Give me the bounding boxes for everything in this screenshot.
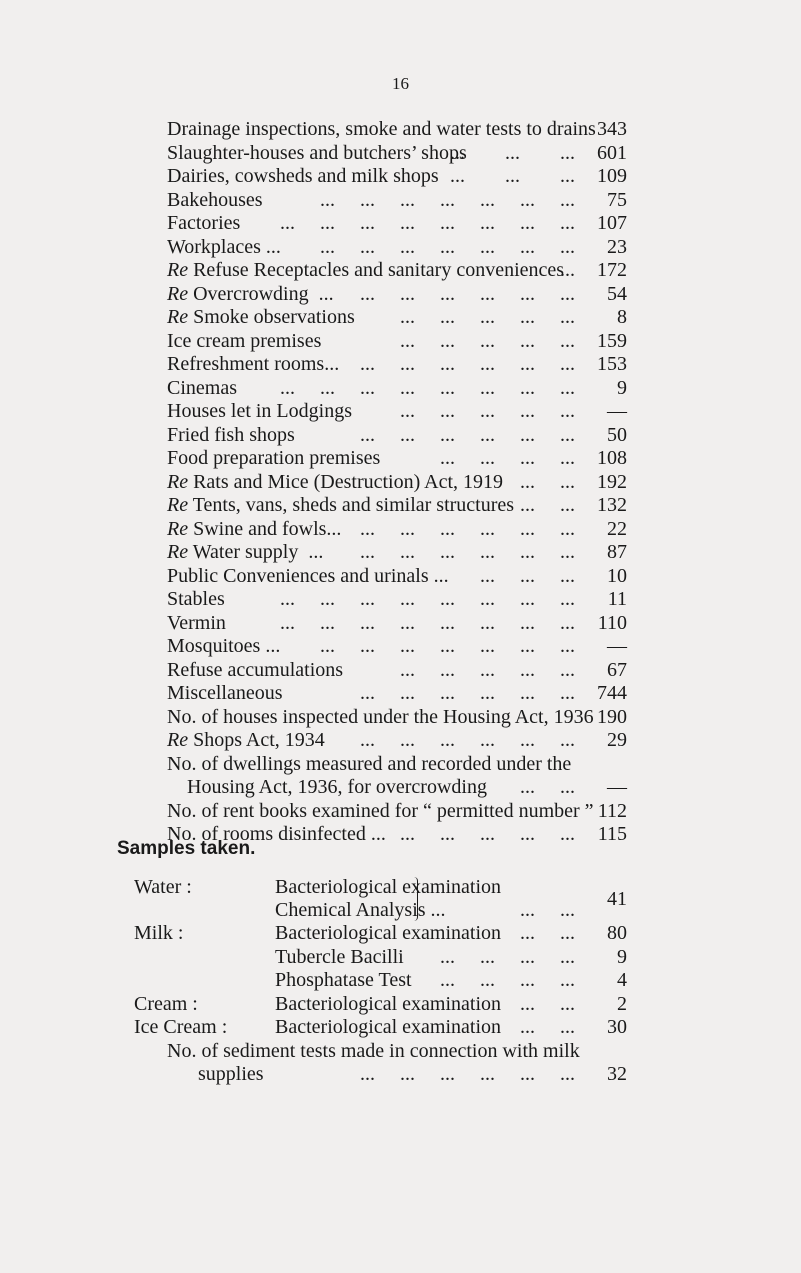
inspection-label: Refuse accumulations — [167, 658, 344, 681]
inspection-value: 192 — [597, 470, 627, 493]
leader-dots: ... ... — [520, 922, 575, 944]
inspection-value: 50 — [607, 423, 627, 446]
sample-category: Cream : — [134, 993, 198, 1015]
leader-dots: ... ... ... ... — [440, 447, 575, 469]
inspection-row — [167, 517, 627, 541]
sample-label: Bacteriological examination — [275, 876, 502, 898]
inspection-prefix: Re — [167, 306, 189, 328]
inspection-row — [167, 164, 627, 188]
inspection-label: Re Swine and fowls... — [167, 517, 342, 540]
inspection-row — [167, 141, 627, 165]
inspection-value: 601 — [597, 141, 627, 164]
leader-dots: ... ... ... ... ... ... ... — [320, 235, 575, 258]
inspection-row — [167, 587, 627, 611]
inspection-value: 67 — [607, 658, 627, 681]
sample-row — [117, 1039, 627, 1063]
leader-dots: ... ... ... ... ... ... — [360, 353, 575, 375]
leader-dots: ... ... ... ... ... — [400, 329, 575, 352]
inspection-value: 115 — [597, 823, 627, 845]
inspection-label: Workplaces ... — [167, 235, 281, 258]
inspection-row — [167, 423, 627, 447]
inspection-label: Drainage inspections, smoke and water tests to drains — [167, 118, 596, 140]
inspection-row — [167, 752, 627, 776]
inspection-label: Public Conveniences and urinals ... — [167, 564, 449, 587]
inspection-label: Slaughter-houses and butchers’ shops — [167, 141, 467, 164]
sample-row — [117, 875, 627, 899]
inspection-prefix: Re — [167, 259, 189, 281]
inspection-row — [167, 188, 627, 212]
sample-label: Bacteriological examination — [275, 922, 502, 944]
inspection-label: Re Rats and Mice (Destruction) Act, 1919 — [167, 470, 504, 493]
inspection-label: Vermin — [167, 611, 226, 634]
inspection-value: 87 — [607, 541, 627, 563]
inspection-row — [167, 446, 627, 470]
leader-dots: ... ... — [520, 470, 575, 493]
inspection-label: Re Water supply ... — [167, 541, 324, 563]
sample-category: Milk : — [134, 922, 184, 944]
sample-value: 41 — [607, 888, 627, 910]
inspection-row — [167, 681, 627, 705]
sample-label: Bacteriological examination — [275, 1016, 502, 1038]
inspection-value: 107 — [597, 212, 627, 234]
inspection-value: 132 — [597, 494, 627, 516]
sample-value: 80 — [607, 922, 627, 944]
inspection-value: 29 — [607, 729, 627, 751]
sample-value: 2 — [617, 993, 627, 1015]
leader-dots: ... ... ... ... — [440, 969, 575, 991]
inspection-label: Cinemas — [167, 376, 237, 399]
inspection-value: 10 — [607, 564, 627, 587]
inspection-row — [167, 775, 627, 799]
sample-value: 9 — [617, 946, 627, 968]
leader-dots: ... ... ... — [480, 564, 575, 587]
leader-dots: ... ... ... ... ... — [400, 306, 575, 328]
sample-label: Tubercle Bacilli — [275, 946, 404, 968]
inspection-label: Ice cream premises — [167, 329, 322, 352]
inspection-value: 343 — [597, 118, 627, 140]
inspection-value: 112 — [597, 799, 627, 822]
inspection-value: 110 — [597, 611, 627, 634]
inspection-value: 744 — [597, 682, 627, 704]
inspection-label: No. of rent books examined for “ permitted number ” — [167, 799, 594, 822]
inspection-row — [167, 493, 627, 517]
inspection-row — [167, 658, 627, 682]
inspection-value: — — [607, 776, 627, 798]
inspection-label: Re Overcrowding ... — [167, 282, 334, 305]
inspection-label: No. of dwellings measured and recorded under the — [167, 752, 572, 775]
inspection-prefix: Re — [167, 494, 189, 516]
inspection-value: 109 — [597, 165, 627, 187]
inspection-row — [167, 305, 627, 329]
inspection-label: Bakehouses — [167, 188, 263, 211]
leader-dots: ... ... ... ... ... ... ... ... — [280, 376, 575, 399]
inspection-prefix: Re — [167, 541, 189, 563]
leader-dots: ... ... ... ... ... ... — [360, 1063, 575, 1085]
inspection-row — [167, 611, 627, 635]
leader-dots: ... ... ... ... ... ... ... ... — [280, 611, 575, 634]
inspection-label: Miscellaneous — [167, 682, 283, 704]
leader-dots: ... ... ... ... ... ... — [360, 517, 575, 540]
leader-dots: ... ... ... ... ... ... — [360, 729, 575, 751]
leader-dots: ... ... — [520, 494, 575, 516]
inspection-value: 190 — [597, 705, 627, 728]
inspection-row — [167, 376, 627, 400]
inspection-value: 22 — [607, 517, 627, 540]
inspection-row — [167, 634, 627, 658]
leader-dots: ... ... — [520, 776, 575, 798]
inspection-label: Fried fish shops — [167, 423, 295, 446]
leader-dots: ... ... ... ... ... — [400, 400, 575, 422]
inspection-row — [167, 329, 627, 353]
inspection-label: Food preparation premises — [167, 447, 381, 469]
leader-dots: ... ... ... ... ... ... ... — [320, 188, 575, 211]
sample-category: No. of sediment tests made in connection with milk — [167, 1040, 580, 1062]
leader-dots: ... ... ... ... ... ... — [360, 541, 575, 563]
sample-row — [117, 968, 627, 992]
leader-dots: ... ... ... ... ... ... — [360, 682, 575, 704]
inspection-row — [167, 117, 627, 141]
inspection-label: Re Smoke observations — [167, 306, 355, 328]
inspection-value: 23 — [607, 235, 627, 258]
inspection-value: 9 — [617, 376, 627, 399]
inspection-row — [167, 235, 627, 259]
inspection-value: 75 — [607, 188, 627, 211]
brace-bracket — [411, 877, 418, 921]
inspection-prefix: Re — [167, 729, 189, 751]
inspection-label: Mosquitoes ... — [167, 635, 281, 657]
inspection-label: Dairies, cowsheds and milk shops — [167, 165, 439, 187]
leader-dots: ... ... ... ... ... — [400, 658, 575, 681]
sample-row — [117, 1062, 627, 1086]
sample-row — [117, 888, 627, 922]
sample-label: Bacteriological examination — [275, 993, 502, 1015]
inspection-prefix: Re — [167, 517, 189, 540]
sample-label: Phosphatase Test — [275, 969, 412, 991]
sample-label: supplies — [198, 1063, 264, 1085]
inspection-row — [167, 282, 627, 306]
inspection-value: 8 — [617, 306, 627, 328]
page-number: 16 — [392, 74, 409, 93]
leader-dots: ... ... — [520, 993, 575, 1015]
inspection-label: Re Tents, vans, sheds and similar structures — [167, 494, 515, 516]
leader-dots: ... ... ... ... — [440, 946, 575, 968]
inspection-row — [167, 399, 627, 423]
inspection-row — [167, 352, 627, 376]
samples-heading: Samples taken. — [117, 838, 256, 859]
inspection-row — [167, 258, 627, 282]
inspection-label: Re Shops Act, 1934 — [167, 729, 325, 751]
inspection-row — [167, 705, 627, 729]
inspection-label: Stables — [167, 588, 225, 610]
leader-dots: ... — [560, 259, 575, 281]
sample-row — [117, 945, 627, 969]
leader-dots: ... ... ... ... ... ... — [360, 282, 575, 305]
inspection-value: 54 — [607, 282, 627, 305]
inspection-row — [167, 470, 627, 494]
inspection-label: Factories — [167, 212, 241, 234]
inspection-label: No. of houses inspected under the Housing Act, 1936 — [167, 705, 594, 728]
sample-value: 30 — [607, 1016, 627, 1038]
inspection-value: 11 — [607, 588, 627, 610]
inspection-label: Refreshment rooms... — [167, 353, 340, 375]
sample-value: 4 — [617, 969, 627, 991]
inspection-value: 172 — [597, 259, 627, 281]
sample-label: Chemical Analysis ... — [275, 899, 446, 921]
inspection-label: Re Refuse Receptacles and sanitary conveniences — [167, 259, 565, 281]
leader-dots: ... ... ... ... ... ... — [360, 423, 575, 446]
sample-category: Ice Cream : — [134, 1016, 228, 1038]
inspection-label: No. of rooms disinfected ... — [167, 823, 386, 845]
inspection-label: Housing Act, 1936, for overcrowding — [167, 776, 487, 798]
inspection-row — [167, 728, 627, 752]
leader-dots: ... ... ... ... ... ... ... ... — [280, 212, 575, 234]
sample-value: 32 — [607, 1063, 627, 1085]
inspection-value: 159 — [597, 329, 627, 352]
leader-dots: ... ... ... ... ... ... ... — [320, 635, 575, 657]
inspection-value: — — [607, 400, 627, 422]
leader-dots: ... ... ... — [450, 141, 575, 164]
inspection-row — [167, 564, 627, 588]
leader-dots: ... ... — [520, 899, 575, 921]
inspection-value: 108 — [597, 447, 627, 469]
inspection-row — [167, 211, 627, 235]
inspection-row — [167, 799, 627, 823]
inspection-label: Houses let in Lodgings — [167, 400, 352, 422]
leader-dots: ... ... ... ... ... — [400, 823, 575, 845]
sample-row — [117, 1015, 627, 1039]
sample-row — [117, 992, 627, 1016]
inspection-prefix: Re — [167, 470, 189, 493]
inspection-row — [167, 540, 627, 564]
sample-category: Water : — [134, 876, 192, 898]
inspection-value: 153 — [597, 353, 627, 375]
leader-dots: ... ... — [520, 1016, 575, 1038]
sample-row — [117, 921, 627, 945]
inspection-value: — — [607, 635, 627, 657]
leader-dots: ... ... ... — [450, 165, 575, 187]
inspection-prefix: Re — [167, 282, 189, 305]
leader-dots: ... ... ... ... ... ... ... ... — [280, 588, 575, 610]
